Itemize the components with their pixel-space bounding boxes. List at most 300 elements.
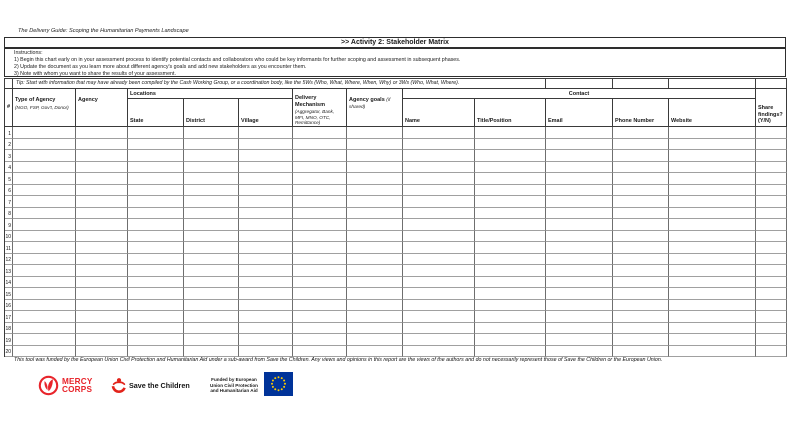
header-village: Village (239, 99, 293, 127)
table-cell (613, 162, 669, 174)
disclaimer-text: This tool was funded by the European Union Civil Protection and Humanitarian Aid under a sub-award from Save the Children. Any views and opinions in this report are the views of the authors and do not necessarily represent those of Save the Children or the European Union. (14, 357, 663, 363)
row-number: 9 (5, 219, 13, 231)
header-phone-number: Phone Number (613, 99, 669, 127)
table-cell (184, 277, 239, 289)
activity-header (4, 37, 786, 48)
table-cell (76, 231, 128, 243)
table-cell (293, 162, 347, 174)
table-cell (13, 139, 76, 151)
table-cell (669, 173, 756, 185)
table-cell (13, 185, 76, 197)
mercy-corps-word-1: MERCY (62, 376, 93, 386)
table-cell (128, 334, 184, 346)
table-cell (239, 196, 293, 208)
table-cell (546, 334, 613, 346)
table-cell (184, 346, 239, 358)
table-cell (13, 127, 76, 139)
table-cell (546, 150, 613, 162)
table-cell (239, 254, 293, 266)
table-cell (475, 185, 546, 197)
table-cell (293, 173, 347, 185)
table-cell (293, 219, 347, 231)
table-cell (13, 346, 76, 358)
table-cell (128, 127, 184, 139)
table-cell (184, 139, 239, 151)
table-cell (293, 277, 347, 289)
table-cell (239, 288, 293, 300)
table-cell (184, 323, 239, 335)
stakeholder-matrix-table (4, 88, 787, 357)
table-cell (184, 162, 239, 174)
header-type-of-agency-sub: (NGO, FSP, Gov't, Donor) (15, 104, 69, 110)
table-cell (669, 150, 756, 162)
table-cell (239, 173, 293, 185)
table-cell (403, 311, 475, 323)
table-cell (239, 150, 293, 162)
table-cell (546, 300, 613, 312)
table-cell (128, 311, 184, 323)
table-cell (76, 150, 128, 162)
eu-funding-label (205, 377, 263, 394)
table-cell (756, 231, 787, 243)
header-agency: Agency (76, 89, 128, 127)
table-cell (184, 334, 239, 346)
table-cell (128, 139, 184, 151)
table-cell (239, 277, 293, 289)
table-cell (13, 254, 76, 266)
table-cell (403, 219, 475, 231)
table-cell (13, 277, 76, 289)
table-cell (239, 185, 293, 197)
header-email: Email (546, 99, 613, 127)
table-cell (128, 185, 184, 197)
table-cell (128, 288, 184, 300)
table-cell (475, 173, 546, 185)
table-cell (756, 311, 787, 323)
table-cell (13, 208, 76, 220)
table-cell (239, 311, 293, 323)
table-cell (403, 288, 475, 300)
table-cell (184, 242, 239, 254)
table-cell (347, 127, 403, 139)
table-cell (76, 323, 128, 335)
table-cell (475, 196, 546, 208)
eu-funding-line: and Humanitarian Aid (210, 388, 258, 394)
row-number: 5 (5, 173, 13, 185)
table-cell (613, 288, 669, 300)
table-cell (128, 173, 184, 185)
table-cell (546, 219, 613, 231)
table-cell (613, 208, 669, 220)
row-number: 17 (5, 311, 13, 323)
row-number: 18 (5, 323, 13, 335)
table-cell (546, 242, 613, 254)
table-cell (403, 346, 475, 358)
header-share-findings: Share findings? (Y/N) (756, 89, 787, 127)
table-cell (403, 162, 475, 174)
table-cell (347, 334, 403, 346)
table-cell (76, 162, 128, 174)
table-cell (184, 150, 239, 162)
header-district: District (184, 99, 239, 127)
instruction-line: 1) Begin this chart early on in your assessment process to identify potential contacts and collaborators who could be key informants for further scoping and assessment in subsequent phases. (14, 56, 461, 63)
table-cell (403, 242, 475, 254)
table-cell (669, 208, 756, 220)
table-cell (613, 346, 669, 358)
table-cell (613, 254, 669, 266)
table-cell (13, 219, 76, 231)
table-cell (76, 196, 128, 208)
table-cell (546, 277, 613, 289)
table-cell (184, 208, 239, 220)
table-cell (128, 208, 184, 220)
table-cell (669, 242, 756, 254)
table-cell (293, 150, 347, 162)
table-cell (546, 127, 613, 139)
table-cell (184, 231, 239, 243)
document-title: The Delivery Guide: Scoping the Humanitarian Payments Landscape (18, 28, 189, 34)
table-cell (756, 127, 787, 139)
table-cell (293, 254, 347, 266)
eu-flag-icon (264, 372, 293, 396)
table-cell (128, 196, 184, 208)
table-cell (76, 346, 128, 358)
table-cell (613, 196, 669, 208)
table-cell (669, 185, 756, 197)
header-contact: Contact (403, 89, 756, 99)
table-cell (184, 127, 239, 139)
mercy-corps-word-2: CORPS (62, 384, 93, 394)
mercy-corps-wordmark (62, 378, 93, 393)
table-cell (293, 265, 347, 277)
table-cell (13, 288, 76, 300)
row-number: 12 (5, 254, 13, 266)
row-number: 6 (5, 185, 13, 197)
table-cell (128, 162, 184, 174)
table-cell (613, 323, 669, 335)
table-cell (293, 139, 347, 151)
eu-funding-line: Funded by European (211, 377, 257, 382)
row-number: 7 (5, 196, 13, 208)
save-the-children-icon (111, 377, 126, 394)
table-cell (613, 173, 669, 185)
table-cell (546, 288, 613, 300)
table-cell (403, 173, 475, 185)
row-number: 4 (5, 162, 13, 174)
table-cell (475, 127, 546, 139)
tip-text: Tip: Start with information that may have already been compiled by the Cash Working Group, or a coordination body, like the 5Ws (Who, What, Where, When, Why) or 3Ws (Who, What, Where). (13, 79, 546, 89)
table-cell (347, 196, 403, 208)
table-cell (128, 231, 184, 243)
table-cell (669, 334, 756, 346)
save-the-children-wordmark: Save the Children (129, 381, 190, 390)
table-cell (13, 311, 76, 323)
table-cell (128, 346, 184, 358)
table-cell (76, 334, 128, 346)
table-cell (613, 127, 669, 139)
table-cell (613, 185, 669, 197)
table-cell (475, 231, 546, 243)
table-cell (293, 334, 347, 346)
row-number: 8 (5, 208, 13, 220)
table-cell (669, 231, 756, 243)
table-cell (239, 208, 293, 220)
table-cell (347, 323, 403, 335)
table-cell (347, 242, 403, 254)
table-cell (669, 323, 756, 335)
table-cell (76, 288, 128, 300)
instruction-line: 2) Update the document as you learn more about different agency's goals and add new stakeholders as you encounter them. (14, 63, 307, 70)
table-cell (184, 185, 239, 197)
table-cell (184, 288, 239, 300)
header-delivery-mechanism (293, 89, 347, 127)
table-cell (13, 150, 76, 162)
table-cell (184, 300, 239, 312)
header-type-of-agency (13, 89, 76, 127)
table-cell (475, 346, 546, 358)
row-number: 16 (5, 300, 13, 312)
mercy-corps-icon (38, 374, 59, 397)
table-cell (475, 219, 546, 231)
table-cell (347, 150, 403, 162)
table-cell (475, 150, 546, 162)
table-cell (184, 196, 239, 208)
table-cell (403, 334, 475, 346)
table-cell (13, 173, 76, 185)
table-cell (128, 254, 184, 266)
table-cell (546, 185, 613, 197)
table-cell (184, 173, 239, 185)
table-cell (546, 196, 613, 208)
table-cell (756, 254, 787, 266)
table-cell (546, 139, 613, 151)
table-cell (76, 242, 128, 254)
row-number: 13 (5, 265, 13, 277)
table-cell (128, 300, 184, 312)
table-cell (669, 254, 756, 266)
table-cell (546, 311, 613, 323)
table-cell (613, 242, 669, 254)
table-cell (546, 346, 613, 358)
table-cell (669, 196, 756, 208)
table-cell (475, 311, 546, 323)
table-cell (756, 208, 787, 220)
table-cell (403, 300, 475, 312)
table-cell (756, 173, 787, 185)
table-cell (128, 265, 184, 277)
table-cell (403, 323, 475, 335)
eu-funding-line: Union Civil Protection (210, 382, 258, 388)
table-cell (128, 219, 184, 231)
table-cell (403, 150, 475, 162)
table-cell (13, 323, 76, 335)
table-cell (475, 334, 546, 346)
table-cell (669, 127, 756, 139)
table-cell (184, 265, 239, 277)
table-cell (184, 311, 239, 323)
table-cell (475, 277, 546, 289)
table-cell (669, 162, 756, 174)
table-cell (546, 265, 613, 277)
table-cell (403, 127, 475, 139)
table-cell (613, 150, 669, 162)
table-cell (76, 173, 128, 185)
table-cell (546, 254, 613, 266)
header-delivery-mechanism-sub: (Aggregator, Bank, MFI, MNO, OTC, Remittance) (295, 109, 335, 126)
table-cell (76, 254, 128, 266)
header-delivery-mechanism-label: Delivery Mechanism (295, 95, 325, 108)
table-cell (347, 288, 403, 300)
table-cell (546, 231, 613, 243)
table-cell (546, 208, 613, 220)
table-cell (293, 196, 347, 208)
row-number: 2 (5, 139, 13, 151)
table-cell (475, 254, 546, 266)
table-cell (756, 196, 787, 208)
table-cell (756, 323, 787, 335)
table-cell (403, 231, 475, 243)
table-cell (756, 139, 787, 151)
table-cell (76, 300, 128, 312)
table-cell (756, 288, 787, 300)
table-cell (13, 300, 76, 312)
table-cell (613, 139, 669, 151)
table-cell (669, 300, 756, 312)
row-number: 15 (5, 288, 13, 300)
table-cell (347, 173, 403, 185)
table-cell (475, 288, 546, 300)
table-cell (347, 231, 403, 243)
table-cell (13, 162, 76, 174)
table-cell (293, 185, 347, 197)
header-number: # (5, 89, 13, 127)
table-cell (669, 265, 756, 277)
save-the-children-logo (111, 377, 190, 394)
table-cell (76, 265, 128, 277)
table-cell (347, 162, 403, 174)
table-cell (293, 208, 347, 220)
table-cell (475, 162, 546, 174)
table-cell (669, 311, 756, 323)
table-cell (347, 185, 403, 197)
row-number: 14 (5, 277, 13, 289)
table-cell (613, 277, 669, 289)
row-number: 20 (5, 346, 13, 358)
table-cell (613, 219, 669, 231)
table-cell (756, 162, 787, 174)
table-cell (347, 311, 403, 323)
table-cell (756, 242, 787, 254)
table-cell (546, 323, 613, 335)
header-locations: Locations (128, 89, 293, 99)
header-state: State (128, 99, 184, 127)
table-cell (347, 219, 403, 231)
table-cell (403, 265, 475, 277)
table-cell (239, 346, 293, 358)
table-cell (756, 277, 787, 289)
table-cell (347, 277, 403, 289)
table-cell (76, 219, 128, 231)
header-agency-goals (347, 89, 403, 127)
table-cell (669, 219, 756, 231)
table-cell (128, 323, 184, 335)
table-cell (239, 242, 293, 254)
table-cell (669, 346, 756, 358)
header-website: Website (669, 99, 756, 127)
table-cell (76, 311, 128, 323)
table-cell (128, 277, 184, 289)
table-cell (184, 219, 239, 231)
table-cell (76, 139, 128, 151)
table-cell (475, 242, 546, 254)
activity-header-label: >> Activity 2: Stakeholder Matrix (341, 39, 449, 46)
table-cell (669, 139, 756, 151)
table-cell (239, 127, 293, 139)
header-name: Name (403, 99, 475, 127)
header-title-position: Title/Position (475, 99, 546, 127)
table-cell (347, 346, 403, 358)
table-cell (13, 334, 76, 346)
table-cell (475, 300, 546, 312)
instructions-heading: Instructions: (14, 50, 43, 56)
header-type-of-agency-label: Type of Agency (15, 97, 56, 103)
table-cell (293, 323, 347, 335)
table-cell (128, 150, 184, 162)
table-cell (13, 242, 76, 254)
row-number: 3 (5, 150, 13, 162)
instruction-line: 3) Note with whom you want to share the results of your assessment. (14, 70, 176, 77)
table-cell (613, 334, 669, 346)
table-cell (613, 311, 669, 323)
table-cell (546, 173, 613, 185)
row-number: 11 (5, 242, 13, 254)
table-cell (128, 242, 184, 254)
table-cell (756, 185, 787, 197)
table-cell (347, 300, 403, 312)
table-cell (546, 162, 613, 174)
table-cell (239, 139, 293, 151)
table-cell (239, 219, 293, 231)
table-cell (184, 254, 239, 266)
table-cell (293, 242, 347, 254)
table-cell (403, 277, 475, 289)
table-cell (475, 323, 546, 335)
table-cell (239, 231, 293, 243)
table-cell (475, 265, 546, 277)
table-cell (293, 127, 347, 139)
table-cell (76, 185, 128, 197)
table-cell (293, 311, 347, 323)
instructions-box (4, 48, 786, 77)
table-cell (756, 219, 787, 231)
table-cell (13, 196, 76, 208)
table-cell (76, 208, 128, 220)
table-cell (239, 265, 293, 277)
table-cell (756, 334, 787, 346)
table-cell (347, 254, 403, 266)
row-number: 1 (5, 127, 13, 139)
table-cell (293, 288, 347, 300)
table-cell (756, 300, 787, 312)
table-cell (293, 231, 347, 243)
table-cell (239, 162, 293, 174)
table-cell (76, 277, 128, 289)
table-cell (403, 139, 475, 151)
table-cell (475, 139, 546, 151)
header-agency-goals-sub: (if shared) (349, 98, 391, 110)
table-cell (756, 150, 787, 162)
table-cell (239, 334, 293, 346)
